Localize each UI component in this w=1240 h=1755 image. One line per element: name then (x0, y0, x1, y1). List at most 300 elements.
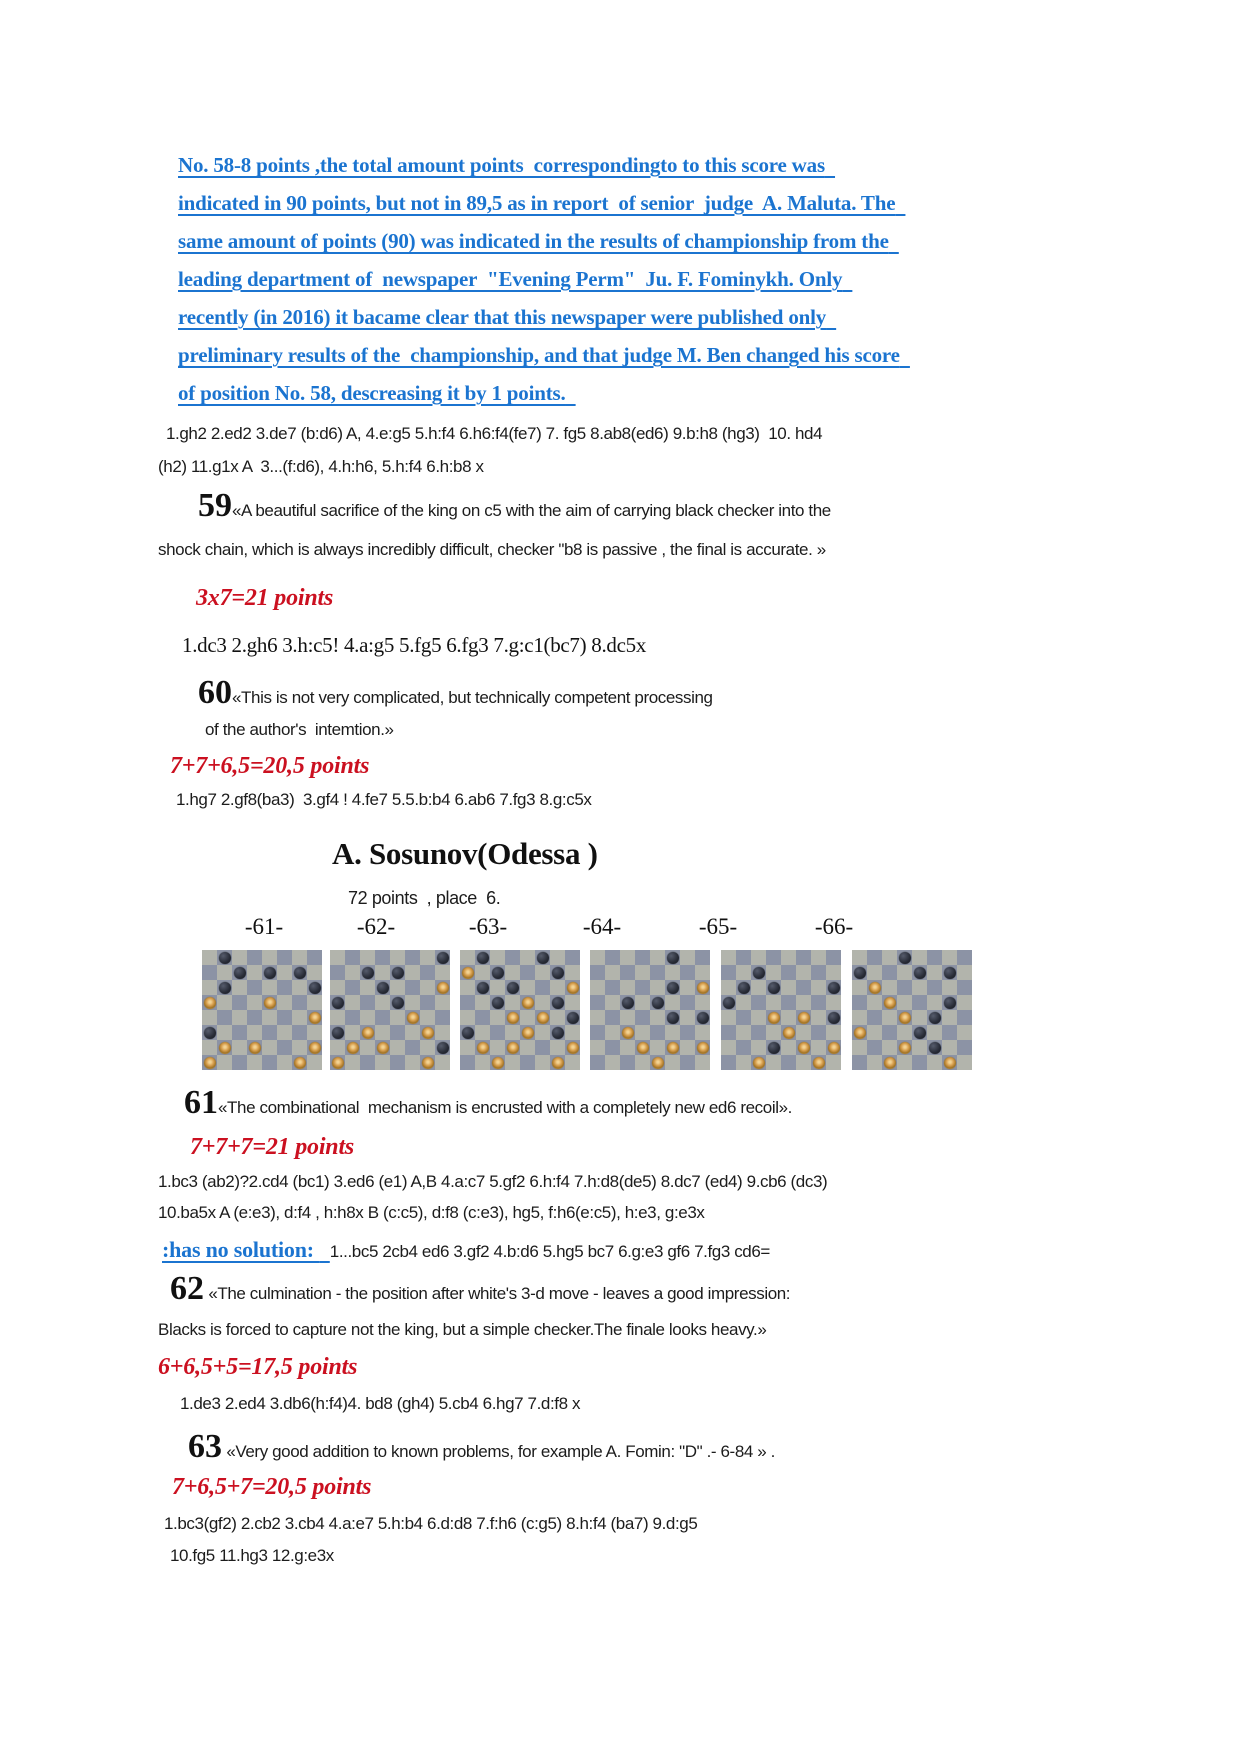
intro-text: same amount of points (90) was indicated in the results of championship from the (178, 229, 889, 253)
board-square (736, 995, 751, 1010)
checker-white (798, 1042, 810, 1054)
board-square (460, 1010, 475, 1025)
checkers-board-65 (721, 950, 841, 1070)
checker-white (462, 967, 474, 979)
board-square (505, 1055, 520, 1070)
board-square (897, 1055, 912, 1070)
checker-white (884, 997, 896, 1009)
board-square (736, 1010, 751, 1025)
checker-white (798, 1012, 810, 1024)
checker-black (914, 1027, 926, 1039)
section-62-moves: 1.de3 2.ed4 3.db6(h:f4)4. bd8 (gh4) 5.cb4 6.hg7 7.d:f8 x (180, 1394, 581, 1413)
board-square (247, 995, 262, 1010)
board-square (202, 950, 217, 965)
board-square (781, 1055, 796, 1070)
checker-black (219, 952, 231, 964)
board-square (781, 950, 796, 965)
board-square (330, 965, 345, 980)
board-square (650, 1010, 665, 1025)
checker-white (637, 1042, 649, 1054)
board-square (277, 950, 292, 965)
board-square (405, 980, 420, 995)
board-square (796, 965, 811, 980)
board-square (590, 950, 605, 965)
section-63-points: 7+6,5+7=20,5 points (172, 1474, 372, 1500)
checker-black (219, 982, 231, 994)
board-square (590, 1025, 605, 1040)
board-square (520, 965, 535, 980)
checker-white (667, 1042, 679, 1054)
board-square (680, 965, 695, 980)
board-square (565, 965, 580, 980)
board-square (405, 1055, 420, 1070)
checker-black (929, 1042, 941, 1054)
board-square (360, 1010, 375, 1025)
checker-white (422, 1027, 434, 1039)
board-square (957, 965, 972, 980)
board-square (942, 1025, 957, 1040)
board-square (390, 1010, 405, 1025)
board-square (927, 1025, 942, 1040)
checker-black (362, 967, 374, 979)
checker-black (667, 982, 679, 994)
board-square (882, 1025, 897, 1040)
section-59-comment-line-2: shock chain, which is always incredibly difficult, checker "b8 is passive , the final is accurate. » (158, 540, 826, 559)
board-square (232, 995, 247, 1010)
board-square (292, 1025, 307, 1040)
board-square (232, 950, 247, 965)
checker-black (507, 982, 519, 994)
checker-black (552, 1027, 564, 1039)
checker-black (477, 982, 489, 994)
board-square (345, 980, 360, 995)
board-square (927, 1055, 942, 1070)
section-60-comment-line-2: of the author's intemtion.» (205, 720, 394, 739)
checker-black (622, 997, 634, 1009)
board-square (882, 1040, 897, 1055)
section-59-moves: 1.dc3 2.gh6 3.h:c5! 4.a:g5 5.fg5 6.fg3 7.g:c1(bc7) 8.dc5x (182, 633, 647, 657)
board-square (217, 1025, 232, 1040)
checker-white (249, 1042, 261, 1054)
board-square (927, 980, 942, 995)
board-square (811, 965, 826, 980)
board-square (680, 1055, 695, 1070)
checker-black (234, 967, 246, 979)
board-square (635, 1010, 650, 1025)
board-square (680, 980, 695, 995)
board-square (897, 980, 912, 995)
board-square (751, 1010, 766, 1025)
section-61-moves-line-1: 1.bc3 (ab2)?2.cd4 (bc1) 3.ed6 (e1) A,B 4.a:c7 5.gf2 6.h:f4 7.h:d8(de5) 8.dc7 (ed4) 9.cb6 (dc3) (158, 1172, 828, 1191)
board-square (957, 1025, 972, 1040)
checker-white (552, 1057, 564, 1069)
board-square (867, 965, 882, 980)
board-square (405, 995, 420, 1010)
checkers-board-61 (202, 950, 322, 1070)
checker-white (507, 1042, 519, 1054)
board-square (721, 1010, 736, 1025)
checker-black (738, 982, 750, 994)
section-63-moves-line-2: 10.fg5 11.hg3 12.g:e3x (170, 1546, 334, 1565)
board-square (390, 950, 405, 965)
board-square (330, 980, 345, 995)
board-square (460, 1055, 475, 1070)
checker-black (944, 967, 956, 979)
board-square (390, 1055, 405, 1070)
board-square (420, 995, 435, 1010)
section-62-points: 6+6,5+5=17,5 points (158, 1354, 358, 1380)
board-square (490, 980, 505, 995)
board-square (475, 1025, 490, 1040)
board-square (957, 950, 972, 965)
board-square (751, 980, 766, 995)
checker-white (294, 1057, 306, 1069)
board-square (460, 1040, 475, 1055)
board-square (766, 950, 781, 965)
intro-text: preliminary results of the championship, and that judge M. Ben changed his score (178, 343, 900, 367)
section-62-comment: «The culmination - the position after white's 3-d move - leaves a good impression: (204, 1284, 791, 1303)
board-square (665, 1055, 680, 1070)
checker-black (332, 1027, 344, 1039)
checker-black (264, 967, 276, 979)
board-square (247, 1055, 262, 1070)
board-square (550, 980, 565, 995)
board-square (217, 965, 232, 980)
board-square (942, 980, 957, 995)
board-square (390, 1025, 405, 1040)
checker-white (697, 1042, 709, 1054)
board-square (942, 1040, 957, 1055)
section-60-heading (198, 674, 713, 712)
board-square (202, 1010, 217, 1025)
intro-line-4 (178, 264, 852, 294)
board-square (520, 1055, 535, 1070)
board-square (695, 965, 710, 980)
board-square (680, 950, 695, 965)
board-square (405, 1025, 420, 1040)
checker-white (899, 1042, 911, 1054)
checker-black (552, 967, 564, 979)
board-square (202, 980, 217, 995)
checker-white (753, 1057, 765, 1069)
section-60-points: 7+7+6,5=20,5 points (170, 753, 370, 779)
board-square (247, 1025, 262, 1040)
no-solution-moves: 1...bc5 2cb4 ed6 3.gf2 4.b:d6 5.hg5 bc7 6.g:e3 gf6 7.fg3 cd6= (329, 1242, 770, 1261)
checker-black (437, 1042, 449, 1054)
section-60-number: 60 (198, 674, 232, 711)
intro-line-5 (178, 302, 836, 332)
board-square (721, 1055, 736, 1070)
board-label-62: -62- (356, 914, 396, 939)
section-61-comment: «The combinational mechanism is encrusted with a completely new ed6 recoil». (218, 1098, 792, 1117)
board-square (202, 1040, 217, 1055)
checker-black (697, 1012, 709, 1024)
section-59-comment: «A beautiful sacrifice of the king on c5 with the aim of carrying black checker into the (232, 501, 831, 520)
board-square (912, 1010, 927, 1025)
board-square (897, 965, 912, 980)
board-square (475, 1055, 490, 1070)
board-square (262, 1055, 277, 1070)
board-square (927, 995, 942, 1010)
board-square (490, 1010, 505, 1025)
board-square (942, 1010, 957, 1025)
board-square (375, 1055, 390, 1070)
checker-white (437, 982, 449, 994)
board-square (330, 1040, 345, 1055)
board-square (535, 995, 550, 1010)
checker-white (204, 1057, 216, 1069)
board-square (721, 980, 736, 995)
board-square (292, 1010, 307, 1025)
board-square (262, 1025, 277, 1040)
board-square (435, 1025, 450, 1040)
intro-line-7 (178, 378, 576, 408)
checkers-board-66 (852, 950, 972, 1070)
board-square (590, 995, 605, 1010)
board-label-65: -65- (698, 914, 738, 939)
section-61-number: 61 (184, 1084, 218, 1121)
board-square (535, 965, 550, 980)
board-square (475, 995, 490, 1010)
board-square (475, 1010, 490, 1025)
board-square (736, 1055, 751, 1070)
board-square (605, 980, 620, 995)
board-square (605, 1055, 620, 1070)
board-square (867, 995, 882, 1010)
board-square (292, 1040, 307, 1055)
board-square (307, 950, 322, 965)
checker-white (697, 982, 709, 994)
board-square (680, 1010, 695, 1025)
board-square (781, 980, 796, 995)
checker-white (507, 1012, 519, 1024)
checker-black (854, 967, 866, 979)
board-square (247, 950, 262, 965)
board-square (957, 980, 972, 995)
checker-white (219, 1042, 231, 1054)
board-square (751, 950, 766, 965)
checker-white (347, 1042, 359, 1054)
checker-black (567, 1012, 579, 1024)
board-square (635, 1025, 650, 1040)
board-square (882, 980, 897, 995)
board-square (826, 1025, 841, 1040)
checker-black (768, 982, 780, 994)
board-square (796, 995, 811, 1010)
board-square (650, 950, 665, 965)
board-square (292, 950, 307, 965)
board-square (736, 965, 751, 980)
board-square (796, 1025, 811, 1040)
board-square (781, 965, 796, 980)
board-square (912, 1040, 927, 1055)
board-square (232, 1025, 247, 1040)
board-square (590, 980, 605, 995)
board-square (736, 950, 751, 965)
board-square (345, 1010, 360, 1025)
board-square (721, 1040, 736, 1055)
section-61-heading (184, 1084, 792, 1122)
checker-black (294, 967, 306, 979)
board-square (505, 950, 520, 965)
board-square (897, 1025, 912, 1040)
board-square (811, 980, 826, 995)
board-label-64: -64- (582, 914, 622, 939)
checker-black (753, 967, 765, 979)
board-square (262, 950, 277, 965)
board-square (620, 1010, 635, 1025)
board-square (420, 1040, 435, 1055)
board-square (535, 980, 550, 995)
checker-white (622, 1027, 634, 1039)
checker-black (899, 952, 911, 964)
board-square (852, 1055, 867, 1070)
board-square (420, 980, 435, 995)
board-square (535, 1055, 550, 1070)
board-square (665, 1025, 680, 1040)
checker-white (944, 1057, 956, 1069)
board-square (307, 965, 322, 980)
board-square (292, 980, 307, 995)
board-square (695, 995, 710, 1010)
board-square (635, 950, 650, 965)
board-square (460, 980, 475, 995)
board-square (781, 1010, 796, 1025)
checker-white (377, 1042, 389, 1054)
board-square (420, 1010, 435, 1025)
board-square (766, 1025, 781, 1040)
board-square (766, 995, 781, 1010)
board-square (826, 995, 841, 1010)
checker-black (552, 997, 564, 1009)
board-square (882, 950, 897, 965)
checker-white (537, 1012, 549, 1024)
checker-white (264, 997, 276, 1009)
board-square (565, 1055, 580, 1070)
board-square (751, 1040, 766, 1055)
section-63-number: 63 (188, 1428, 222, 1465)
board-square (867, 1055, 882, 1070)
board-square (565, 1025, 580, 1040)
checker-black (204, 1027, 216, 1039)
intro-line-1 (178, 150, 835, 180)
board-square (360, 950, 375, 965)
checker-black (828, 1012, 840, 1024)
board-square (695, 1025, 710, 1040)
board-square (535, 1025, 550, 1040)
board-square (811, 1025, 826, 1040)
checker-black (828, 982, 840, 994)
board-square (565, 950, 580, 965)
board-square (277, 980, 292, 995)
checkers-board-62 (330, 950, 450, 1070)
board-square (330, 1010, 345, 1025)
board-square (277, 1055, 292, 1070)
board-square (957, 995, 972, 1010)
board-square (852, 950, 867, 965)
board-square (736, 1025, 751, 1040)
board-square (826, 965, 841, 980)
board-square (232, 1055, 247, 1070)
checker-black (768, 1042, 780, 1054)
board-square (565, 995, 580, 1010)
section-61-points: 7+7+7=21 points (190, 1134, 355, 1160)
board-square (277, 1010, 292, 1025)
board-square (490, 1040, 505, 1055)
checker-white (362, 1027, 374, 1039)
intro-text: No. 58-8 points ,the total amount points correspondingto to this score was (178, 153, 825, 177)
section-62-heading (170, 1270, 790, 1308)
intro-line-3 (178, 226, 899, 256)
section-60-moves: 1.hg7 2.gf8(ba3) 3.gf4 ! 4.fe7 5.5.b:b4 6.ab6 7.fg3 8.g:c5x (176, 790, 592, 809)
board-square (435, 995, 450, 1010)
board-square (826, 1055, 841, 1070)
board-square (390, 980, 405, 995)
board-square (721, 1025, 736, 1040)
board-square (247, 980, 262, 995)
board-square (520, 980, 535, 995)
board-square (781, 995, 796, 1010)
checker-black (309, 982, 321, 994)
board-square (375, 995, 390, 1010)
board-square (680, 995, 695, 1010)
intro-line-2 (178, 188, 905, 218)
board-square (520, 1040, 535, 1055)
board-square (217, 1055, 232, 1070)
checker-black (492, 997, 504, 1009)
board-square (505, 995, 520, 1010)
board-square (405, 1040, 420, 1055)
board-square (605, 1010, 620, 1025)
section-59-number: 59 (198, 487, 232, 524)
intro-line-6 (178, 340, 910, 370)
section-62-number: 62 (170, 1270, 204, 1307)
board-square (307, 1055, 322, 1070)
checker-white (899, 1012, 911, 1024)
board-square (375, 965, 390, 980)
board-square (721, 950, 736, 965)
board-square (620, 1040, 635, 1055)
board-square (650, 1040, 665, 1055)
board-square (721, 965, 736, 980)
board-square (262, 1040, 277, 1055)
intro-text: leading department of newspaper "Evening Perm" Ju. F. Fominykh. Only (178, 267, 843, 291)
board-square (605, 995, 620, 1010)
board-square (635, 995, 650, 1010)
checker-white (422, 1057, 434, 1069)
board-square (620, 965, 635, 980)
checker-white (567, 982, 579, 994)
checker-black (914, 967, 926, 979)
section-61-moves-line-2: 10.ba5x A (e:e3), d:f4 , h:h8x B (c:c5), d:f8 (c:e3), hg5, f:h6(e:c5), h:e3, g:e3x (158, 1203, 705, 1222)
board-square (345, 995, 360, 1010)
board-label-63: -63- (468, 914, 508, 939)
board-square (635, 1055, 650, 1070)
board-square (927, 950, 942, 965)
checker-white (828, 1042, 840, 1054)
board-square (680, 1040, 695, 1055)
board-square (420, 950, 435, 965)
board-square (420, 965, 435, 980)
board-square (345, 965, 360, 980)
intro-text: indicated in 90 points, but not in 89,5 as in report of senior judge A. Maluta. The (178, 191, 896, 215)
checker-white (477, 1042, 489, 1054)
board-square (912, 950, 927, 965)
board-square (435, 1010, 450, 1025)
board-square (405, 965, 420, 980)
board-square (796, 1055, 811, 1070)
board-square (867, 950, 882, 965)
